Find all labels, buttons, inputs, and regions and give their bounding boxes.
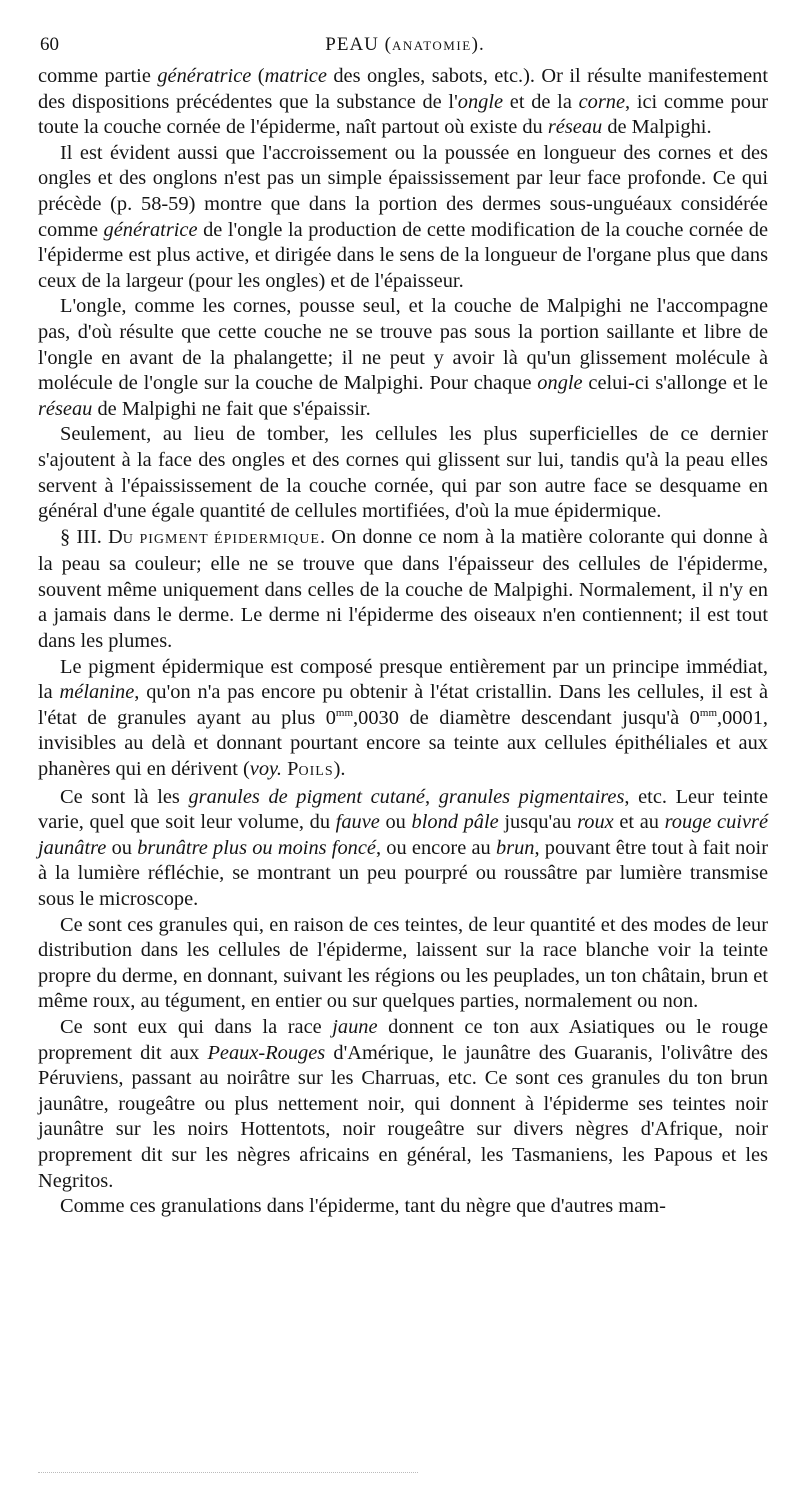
- text-run: , ou encore au: [375, 836, 496, 859]
- body-text: [38, 64, 768, 1220]
- text-run: Seulement, au lieu de tomber, les cellules les plus superficielles de ce dernier s'ajoutent à la face des ongles et des cornes qui glissent sur lui, tandis qu'à la peau elles servent à l'épaississement de la couche cornée, qui par son autre face se desquame en général d'une égale quantité de cellules mortifiées, d'où la mue épidermique.: [38, 423, 768, 523]
- italic-text: blond pâle: [411, 811, 499, 834]
- footer-rule: [38, 1472, 418, 1473]
- text-run: Comme ces granulations dans l'épiderme, tant du nègre que d'autres mam-: [60, 1195, 666, 1218]
- text-run: (: [251, 65, 265, 87]
- italic-text: rouge cuivré jaunâtre: [38, 811, 769, 859]
- text-run: , etc. Leur teinte varie, quel que soit leur volume, du: [38, 785, 768, 834]
- italic-text: ongle: [537, 372, 583, 395]
- italic-text: génératrice: [103, 218, 198, 241]
- text-run: Il est évident aussi que l'accroissement ou la poussée en longueur des cornes et des ongles et des onglons n'est pas un simple épaississement par leur face profonde. Ce qui précède (p. 58-59) montre que dans la portion des dermes sous-unguéaux considérée comme: [38, 141, 768, 241]
- italic-text: génératrice: [157, 65, 252, 87]
- text-run: comme partie: [38, 65, 158, 87]
- text-run: ,: [424, 785, 439, 808]
- text-run: d'Amérique, le jaunâtre des Guaranis, l'olivâtre des Péruviens, passant au noirâtre sur les Charruas, etc. Ce sont ces granules du ton brun jaunâtre, rougeâtre ou plus nettement noir, qui donnent à l'épiderme ses teintes noir jaunâtre sur les noirs Hottentots, noir rougeâtre sur divers nègres d'Afrique, noir proprement dit sur les nègres africains en général, les Tasmaniens, les Papous et les Negritos.: [38, 1041, 768, 1192]
- text-run: ou: [106, 836, 138, 859]
- italic-text: ongle: [457, 90, 504, 113]
- running-title: PEAU (ANATOMIE).: [325, 34, 485, 55]
- text-run: , qu'on n'a pas encore pu obtenir à l'état cristallin. Dans les cellules, il est à l'état de granules ayant au plus 0: [38, 681, 768, 729]
- running-header: [40, 34, 770, 58]
- paragraph: [38, 1015, 768, 1194]
- italic-text: mélanine: [59, 681, 135, 704]
- italic-text: fauve: [335, 811, 380, 834]
- text-run: Le pigment épidermique est composé presque entièrement par un principe immédiat, la: [38, 655, 768, 704]
- small-caps-text: OILS: [298, 764, 334, 780]
- paragraph: [38, 655, 768, 785]
- text-run: jusqu'au: [498, 811, 578, 834]
- paragraph: [38, 422, 768, 524]
- italic-text: granules de pigment cutané: [188, 785, 425, 808]
- text-run: , pouvant être tout à fait noir à la lumière réfléchie, se montrant un peu pourpré ou roussâtre par lumière transmise sous le microscope.: [38, 836, 768, 910]
- text-run: donnent ce ton aux Asiatiques ou le rouge proprement dit aux: [38, 1015, 768, 1064]
- text-run: celui-ci s'allonge et le: [582, 372, 768, 395]
- page-number: 60: [40, 34, 59, 55]
- italic-text: matrice: [264, 65, 327, 87]
- text-run: § III. D: [60, 525, 123, 548]
- italic-text: brun: [495, 836, 535, 859]
- text-run: ,0001, invisibles au delà et donnant pourtant encore sa teinte aux cellules épithéliales et aux phanères qui en dérivent (: [38, 706, 768, 781]
- text-run: P: [282, 758, 299, 781]
- text-run: de Malpighi ne fait que s'épaissir.: [92, 397, 371, 420]
- italic-text: jaune: [332, 1015, 378, 1038]
- italic-text: voy.: [249, 758, 283, 781]
- paragraph: [38, 64, 768, 141]
- paragraph: [38, 141, 768, 295]
- text-run: ou: [379, 811, 412, 834]
- text-run: . On donne ce nom à la matière colorante qui donne à la peau sa couleur; elle ne se trouve que dans l'épaisseur des cellules de l'épiderme, souvent même uniquement dans celles de la couche de Malpighi. Normalement, il n'y en a jamais dans le derme. Le derme ni l'épiderme des oiseaux n'en contiennent; il est tout dans les plumes.: [38, 525, 768, 653]
- text-run: et au: [613, 811, 665, 834]
- italic-text: réseau: [38, 397, 93, 420]
- text-run: Ce sont là les: [60, 785, 189, 808]
- text-run: de l'ongle la production de cette modification de la couche cornée de l'épiderme est plus active, et dirigée dans le sens de la longueur de l'organe plus que dans ceux de la largeur (pour les ongles) et de l'épaisseur.: [38, 218, 768, 292]
- text-run: Ce sont eux qui dans la race: [60, 1015, 333, 1038]
- paragraph: [38, 294, 768, 422]
- paragraph: [38, 785, 768, 913]
- italic-text: corne: [578, 90, 626, 113]
- text-run: L'ongle, comme les cornes, pousse seul, et la couche de Malpighi ne l'accompagne pas, d'où résulte que cette couche ne se trouve pas sous la portion saillante et libre de l'ongle en avant de la phalangette; il ne peut y avoir là qu'un glissement molécule à molécule de l'ongle sur la couche de Malpighi. Pour chaque: [38, 295, 768, 395]
- superscript-unit: mm: [335, 707, 354, 720]
- paragraph: [38, 525, 768, 655]
- text-run: de Malpighi.: [602, 116, 712, 139]
- small-caps-text: U PIGMENT ÉPIDERMIQUE: [122, 531, 320, 547]
- paragraph: [38, 1194, 768, 1220]
- italic-text: brunâtre plus ou moins foncé: [137, 836, 376, 859]
- italic-text: réseau: [547, 116, 603, 139]
- text-run: et de la: [503, 90, 579, 113]
- text-run: , ici comme pour toute la couche cornée de l'épiderme, naît partout où existe du: [38, 90, 768, 139]
- text-run: ).: [333, 758, 346, 781]
- italic-text: Peaux-Rouges: [207, 1041, 326, 1064]
- italic-text: granules pigmentaires: [438, 785, 625, 808]
- paragraph: [38, 913, 768, 1015]
- text-run: Ce sont ces granules qui, en raison de ces teintes, de leur quantité et des modes de leur distribution dans les cellules de l'épiderme, laissent sur la race blanche voir la teinte propre du derme, en donnant, suivant les régions ou les peuplades, un ton châtain, brun et même roux, au tégument, en entier ou sur quelques parties, normalement ou non.: [38, 913, 768, 1013]
- italic-text: roux: [577, 811, 614, 834]
- superscript-unit: mm: [699, 707, 718, 720]
- text-run: des ongles, sabots, etc.). Or il résulte manifestement des dispositions précédentes que la substance de l': [38, 65, 769, 113]
- text-run: ,0030 de diamètre descendant jusqu'à 0: [353, 706, 700, 729]
